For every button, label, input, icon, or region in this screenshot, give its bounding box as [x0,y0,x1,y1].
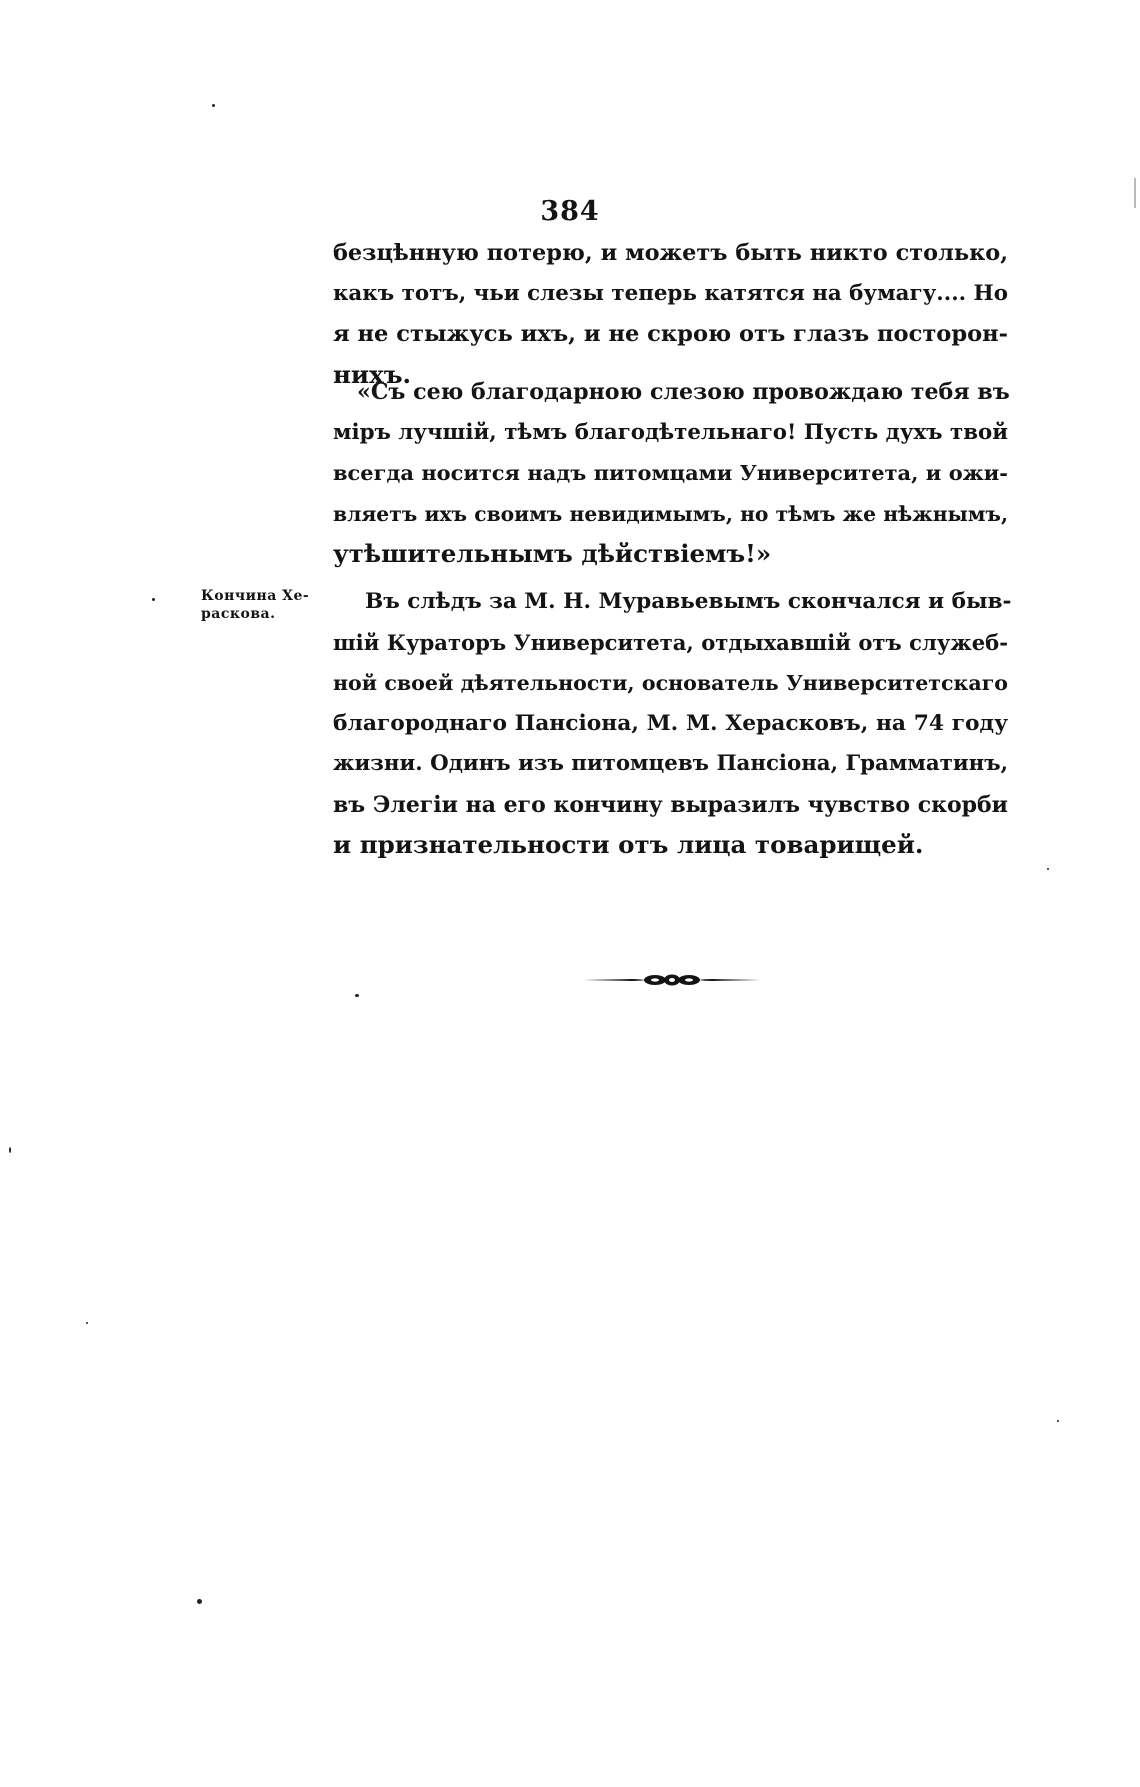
text-line: ной своей дѣятельности, основатель Университетскаго [333,671,1008,695]
scan-speck [1047,868,1049,870]
scan-speck [355,994,359,997]
scan-speck [152,598,155,601]
text-line: и признательности отъ лица товарищей. [333,830,924,859]
scan-speck [86,1322,88,1324]
scan-speck [1134,178,1136,208]
margin-note-line: раскова. [201,606,276,622]
text-line: утѣшительнымъ дѣйствіемъ!» [333,539,772,568]
text-line: въ Элегіи на его кончину выразилъ чувство скорби [333,791,1008,818]
margin-note-line: Кончина Хе- [201,588,310,604]
scan-speck [212,104,215,107]
text-line: шій Кураторъ Университета, отдыхавшій отъ служеб- [333,629,1008,655]
margin-note [201,587,331,623]
text-line: жизни. Одинъ изъ питомцевъ Пансіона, Грамматинъ, [333,751,1008,776]
kheraskov-paragraph [333,582,1012,866]
ornamental-divider-icon [583,970,761,990]
text-line: всегда носится надъ питомцами Университета, и ожи- [333,460,1008,485]
text-line: безцѣнную потерю, и можетъ быть никто столько, [333,240,1008,266]
text-line: Въ слѣдъ за М. Н. Муравьевымъ скончался и быв- [365,589,1012,614]
text-line: міръ лучшій, тѣмъ благодѣтельнаго! Пусть духъ твой [333,419,1008,445]
scan-speck [197,1599,202,1604]
paragraph-continuation [333,233,1008,395]
text-line: «Съ сею благодарною слезою провождаю тебя въ [357,379,1010,405]
scan-speck [9,1147,11,1153]
text-line: нихъ. [333,359,412,389]
quotation-paragraph [333,372,1008,575]
text-line: благороднаго Пансіона, М. М. Херасковъ, на 74 году [333,710,1008,736]
page-number: 384 [540,196,600,227]
text-line: какъ тотъ, чьи слезы теперь катятся на бумагу.... Но [333,280,1008,306]
scan-speck [1057,1420,1059,1422]
text-line: я не стыжусь ихъ, и не скрою отъ глазъ посторон- [333,321,1008,347]
text-line: вляетъ ихъ своимъ невидимымъ, но тѣмъ же нѣжнымъ, [333,501,1008,526]
